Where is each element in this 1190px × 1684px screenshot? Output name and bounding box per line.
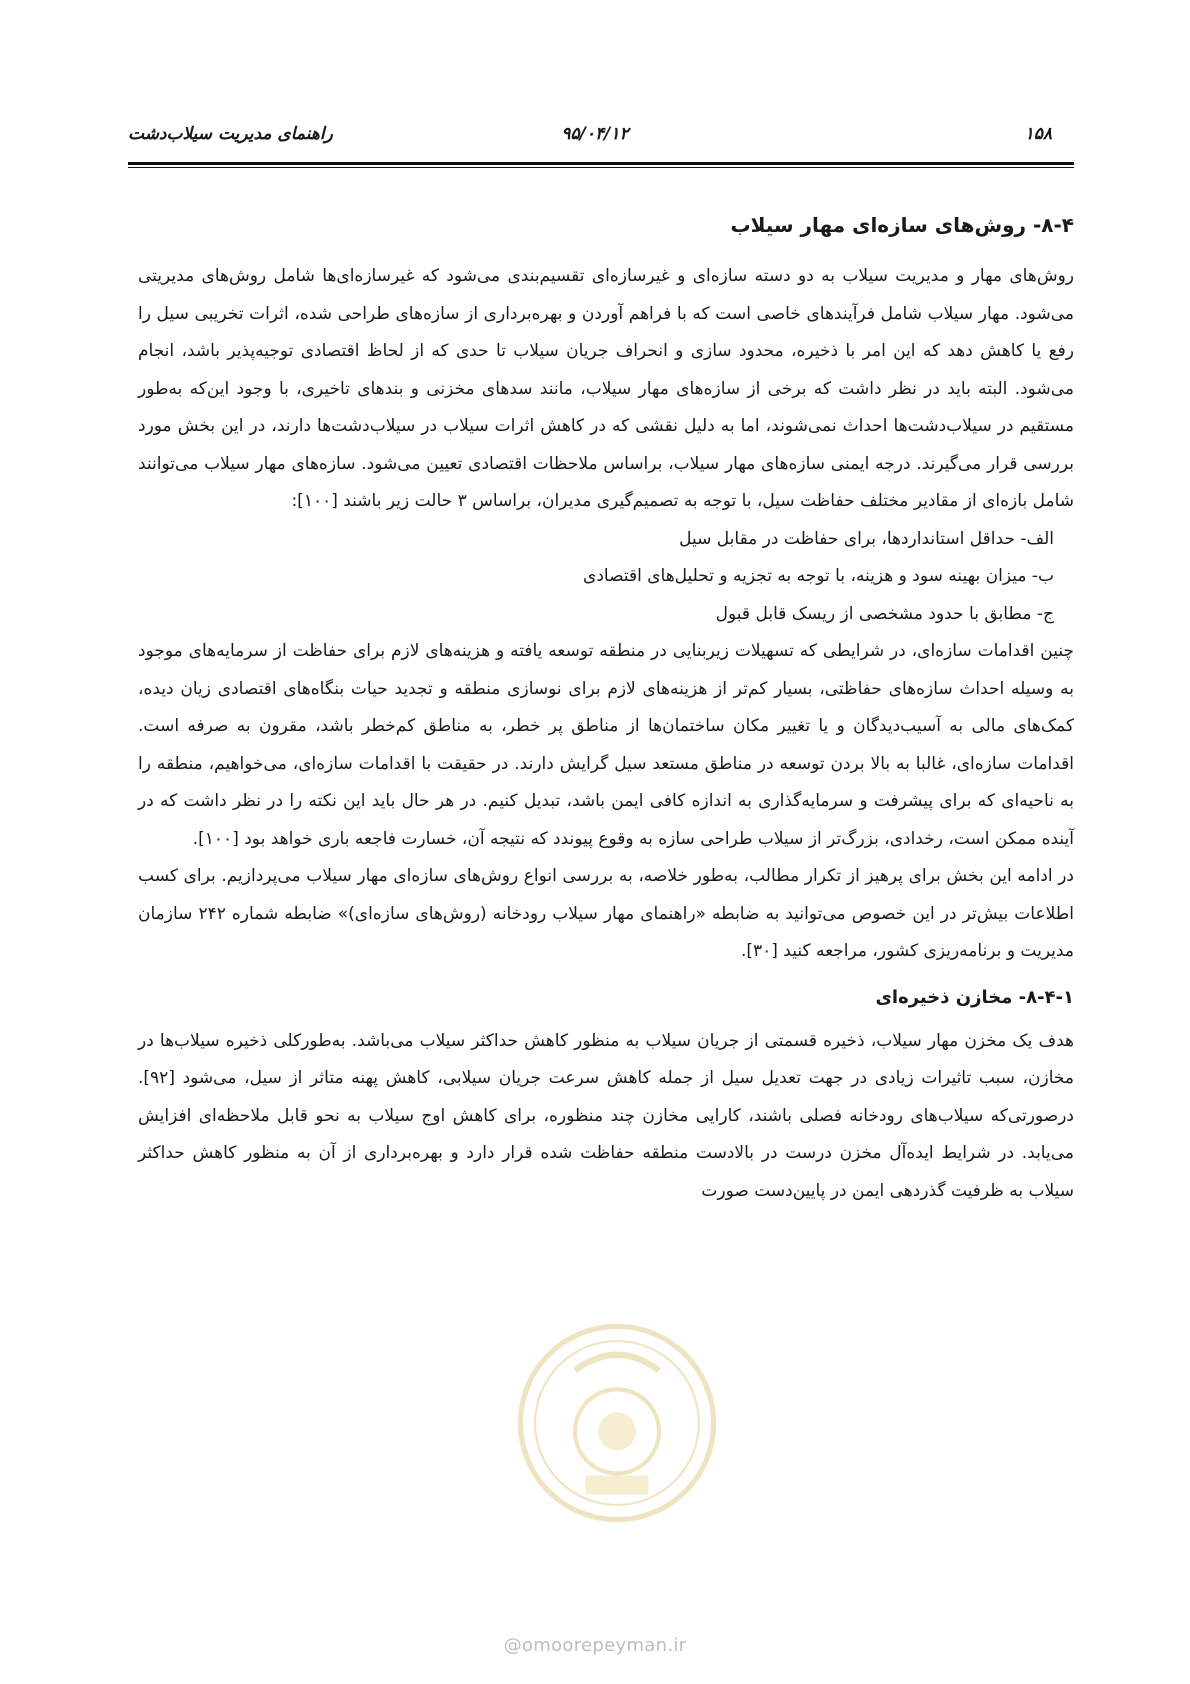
watermark-text: @omoorepeyman.ir xyxy=(503,1635,687,1656)
header-date: ۹۵/۰۴/۱۲ xyxy=(561,124,629,144)
section-paragraph-2: چنین اقدامات سازه‌ای، در شرایطی که تسهیلات زیربنایی در منطقه توسعه یافته و هزینه‌های لازم برای حفاظت از سرمایه‌های موجود به وسیله احداث سازه‌های حفاظتی، بسیار کم‌تر از هزینه‌های لازم برای نوسازی منطقه و تجدید حیات بنگاه‌های اقتصادی زیان دیده، کمک‌های مالی به آسیب‌دیدگان و یا تغییر مکان ساختمان‌ها از مناطق پر خطر، به مناطق کم‌خطر باشد، مقرون به صرفه است. اقدامات سازه‌ای، غالبا به بالا بردن توسعه در مناطق مستعد سیل گرایش دارند. در حقیقت با اقدامات سازه‌ای، می‌خواهیم، منطقه را به ناحیه‌ای که برای پیشرفت و سرمایه‌گذاری به اندازه کافی ایمن باشد، تبدیل کنیم. در هر حال باید این نکته را در نظر داشت که در آینده ممکن است، رخدادی، بزرگ‌تر از سیلاب طراحی سازه به وقوع پیوندد که نتیجه آن، خسارت فاجعه باری خواهد بود [۱۰۰]. xyxy=(138,641,1074,849)
section-paragraph-3: در ادامه این بخش برای پرهیز از تکرار مطالب، به‌طور خلاصه، به بررسی انواع روش‌های سازه‌ای مهار سیلاب می‌پردازیم. برای کسب اطلاعات بیش‌تر در این خصوص می‌توانید به ضابطه «راهنمای مهار سیلاب رودخانه (روش‌های سازه‌ای)» ضابطه شماره ۲۴۲ سازمان مدیریت و برنامه‌ریزی کشور، مراجعه کنید [۳۰]. xyxy=(138,866,1074,961)
subsection-paragraph-1: هدف یک مخزن مهار سیلاب، ذخیره قسمتی از جریان سیلاب به منظور کاهش حداکثر سیلاب می‌باشد. به‌طورکلی ذخیره سیلاب‌ها در مخازن، سبب تاثیرات زیادی در جهت تعدیل سیل از جمله کاهش سرعت جریان سیلابی، کاهش پهنه متاثر از سیل، می‌شود [۹۲]. درصورتی‌که سیلاب‌های رودخانه فصلی باشند، کارایی مخازن چند منظوره، برای کاهش اوج سیلاب به نحو قابل ملاحظه‌ای افزایش می‌یابد. در شرایط ایده‌آل مخزن درست در بالادست منطقه حفاظت شده قرار دارد و بهره‌برداری از آن به منظور کاهش حداکثر سیلاب به ظرفیت گذردهی ایمن در پایین‌دست صورت xyxy=(138,1030,1074,1201)
seal-stamp-icon xyxy=(512,1318,722,1528)
section-heading: ۸-۴- روش‌های سازه‌ای مهار سیلاب xyxy=(730,213,1074,237)
header-title: راهنمای مدیریت سیلاب‌دشت xyxy=(128,124,333,144)
header-rule-thick xyxy=(128,162,1074,165)
page-number: ۱۵۸ xyxy=(1024,124,1052,144)
section-paragraph-1: روش‌های مهار و مدیریت سیلاب به دو دسته سازه‌ای و غیرسازه‌ای تقسیم‌بندی می‌شود که غیرسازه‌ای‌ها شامل روش‌های مدیریتی می‌شود. مهار سیلاب شامل فرآیندهای خاصی است که با فراهم آوردن و بهره‌برداری از سازه‌های طراحی شده، اثرات تخریبی سیل را رفع یا کاهش دهد که این امر با ذخیره، محدود سازی و انحراف جریان سیلاب تا حدی که از لحاظ اقتصادی توجیه‌پذیر باشد، انجام می‌شود. البته باید در نظر داشت که برخی از سازه‌های مهار سیلاب، مانند سدهای مخزنی و بندهای تاخیری، با وجود این‌که به‌طور مستقیم در سیلاب‌دشت‌ها احداث نمی‌شوند، اما به دلیل نقشی که در کاهش اثرات سیلاب در سیلاب‌دشت‌ها دارند، در این بخش مورد بررسی قرار می‌گیرند. درجه ایمنی سازه‌های مهار سیلاب، براساس ملاحظات اقتصادی تعیین می‌شود. سازه‌های مهار سیلاب می‌توانند شامل بازه‌ای از مقادیر مختلف حفاظت سیل، با توجه به تصمیم‌گیری مدیران، براساس ۳ حالت زیر باشند [۱۰۰]: xyxy=(138,266,1074,511)
list-item-be: ب- میزان بهینه سود و هزینه، با توجه به تجزیه و تحلیل‌های اقتصادی xyxy=(583,566,1054,586)
list-item-alef: الف- حداقل استانداردها، برای حفاظت در مقابل سیل xyxy=(679,528,1054,549)
subsection-heading: ۸-۴-۱- مخازن ذخیره‌ای xyxy=(875,986,1074,1008)
document-body xyxy=(138,210,1074,1210)
list-item-jim: ج- مطابق با حدود مشخصی از ریسک قابل قبول xyxy=(715,603,1054,624)
header-rule-thin xyxy=(128,167,1074,168)
